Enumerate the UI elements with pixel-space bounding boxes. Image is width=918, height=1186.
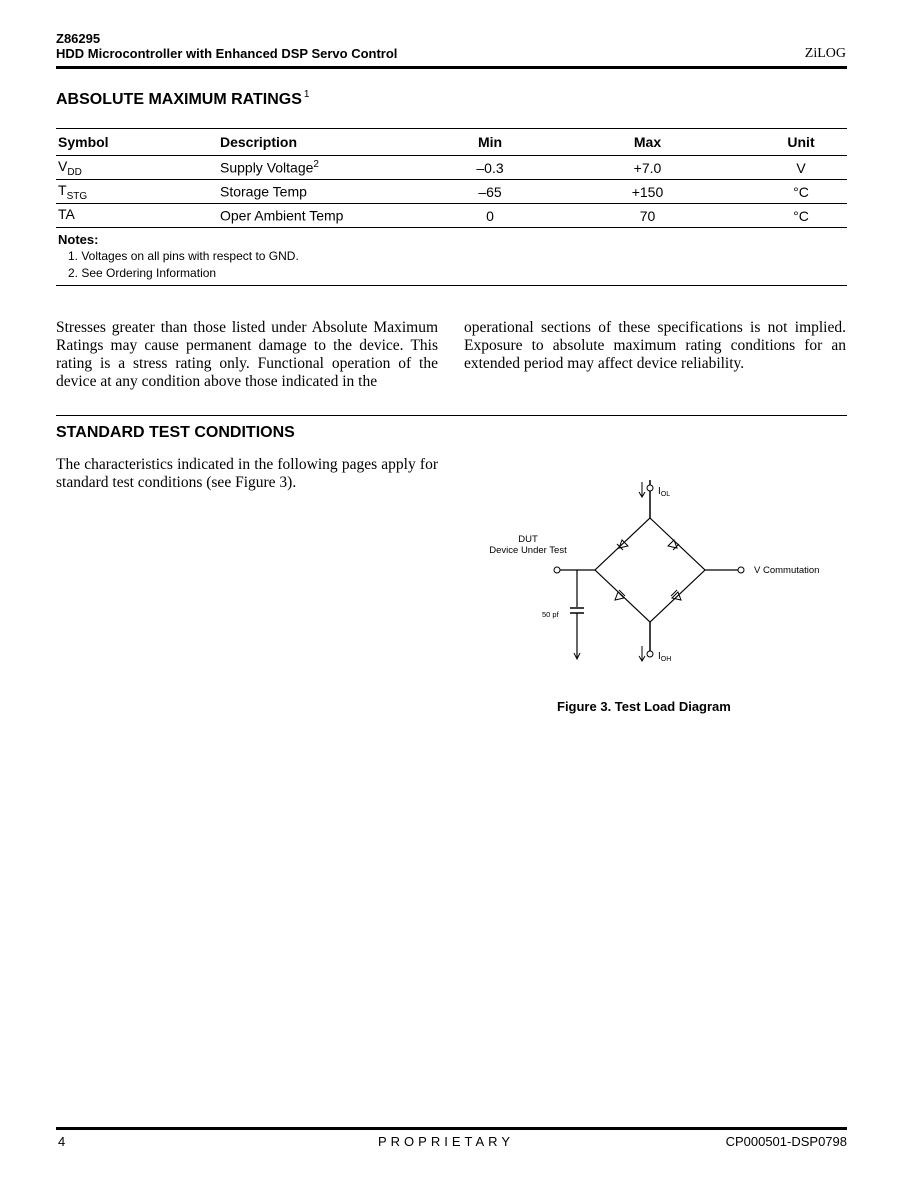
column-header: Max <box>540 129 755 156</box>
min-cell: 0 <box>440 204 540 228</box>
vcomm-label: V Commutation <box>754 565 820 576</box>
page-header <box>56 31 846 61</box>
table-header-row <box>56 129 847 156</box>
proprietary-label: PROPRIETARY <box>378 1134 514 1149</box>
figure-caption: Figure 3. Test Load Diagram <box>557 699 731 714</box>
section-title-abs-max: ABSOLUTE MAXIMUM RATINGS $^1$ <box>56 89 310 108</box>
max-cell: +150 <box>540 180 755 204</box>
dut-terminal <box>554 567 560 573</box>
dut-long-label: Device Under Test <box>489 545 567 556</box>
table-notes <box>58 231 299 282</box>
diode-icon <box>668 540 679 550</box>
cap-label: 50 pf <box>542 610 559 619</box>
page-number: 4 <box>58 1134 66 1149</box>
footnote-mark: 1 <box>303 89 310 100</box>
unit-cell: V <box>755 156 847 180</box>
brand-logo: ZiLOG <box>804 46 846 61</box>
description-cell: Supply Voltage$^2$ <box>220 156 440 180</box>
column-header: Symbol <box>56 129 220 156</box>
bottom-terminal <box>647 651 653 657</box>
vcomm-terminal <box>738 567 744 573</box>
top-terminal <box>647 485 653 491</box>
notes-heading: Notes: <box>58 232 99 247</box>
max-cell: +7.0 <box>540 156 755 180</box>
unit-cell: °C <box>755 180 847 204</box>
dut-label: DUT <box>518 534 538 545</box>
section-title-test-conditions: STANDARD TEST CONDITIONS <box>56 424 295 441</box>
column-header: Unit <box>755 129 847 156</box>
note-item: 2. See Ordering Information <box>68 266 217 280</box>
note-item: 1. Voltages on all pins with respect to GND. <box>68 249 299 263</box>
notes-rule <box>56 285 847 286</box>
iol-label: $I_{OL}$ <box>658 486 671 498</box>
symbol-cell: TA <box>56 204 220 228</box>
document-subtitle: HDD Microcontroller with Enhanced DSP Servo Control <box>56 46 398 61</box>
column-header: Description <box>220 129 440 156</box>
table-row <box>56 156 847 180</box>
table-row <box>56 180 847 204</box>
min-cell: –65 <box>440 180 540 204</box>
table-row <box>56 204 847 228</box>
footer-rule <box>56 1127 847 1130</box>
description-cell: Oper Ambient Temp <box>220 204 440 228</box>
max-cell: 70 <box>540 204 755 228</box>
column-header: Min <box>440 129 540 156</box>
diode-icon <box>671 590 681 600</box>
stress-paragraph-col2: operational sections of these specifications is not implied. Exposure to absolute maximum rating conditions for an extended period may affect device reliability. <box>464 319 846 372</box>
symbol-cell: $V_{DD}$ <box>56 156 220 180</box>
diode-icon <box>617 540 628 550</box>
test-conditions-paragraph: The characteristics indicated in the following pages apply for standard test conditions (see Figure 3). <box>56 456 438 491</box>
min-cell: –0.3 <box>440 156 540 180</box>
description-cell: Storage Temp <box>220 180 440 204</box>
test-load-diagram <box>470 470 850 680</box>
document-code: CP000501-DSP0798 <box>725 1134 847 1149</box>
header-rule <box>56 66 847 69</box>
section-rule <box>56 415 847 416</box>
ratings-table <box>56 128 847 228</box>
stress-paragraph-col1: Stresses greater than those listed under Absolute Maximum Ratings may cause permanent damage to the device. This rating is a stress rating only. Functional operation of the device at any condition above those indicated in the <box>56 319 438 390</box>
ioh-label: $I_{OH}$ <box>658 651 672 663</box>
part-number: Z86295 <box>56 31 101 46</box>
symbol-cell: $T_{STG}$ <box>56 180 220 204</box>
unit-cell: °C <box>755 204 847 228</box>
diode-icon <box>615 590 625 600</box>
diode-bridge <box>595 518 705 622</box>
